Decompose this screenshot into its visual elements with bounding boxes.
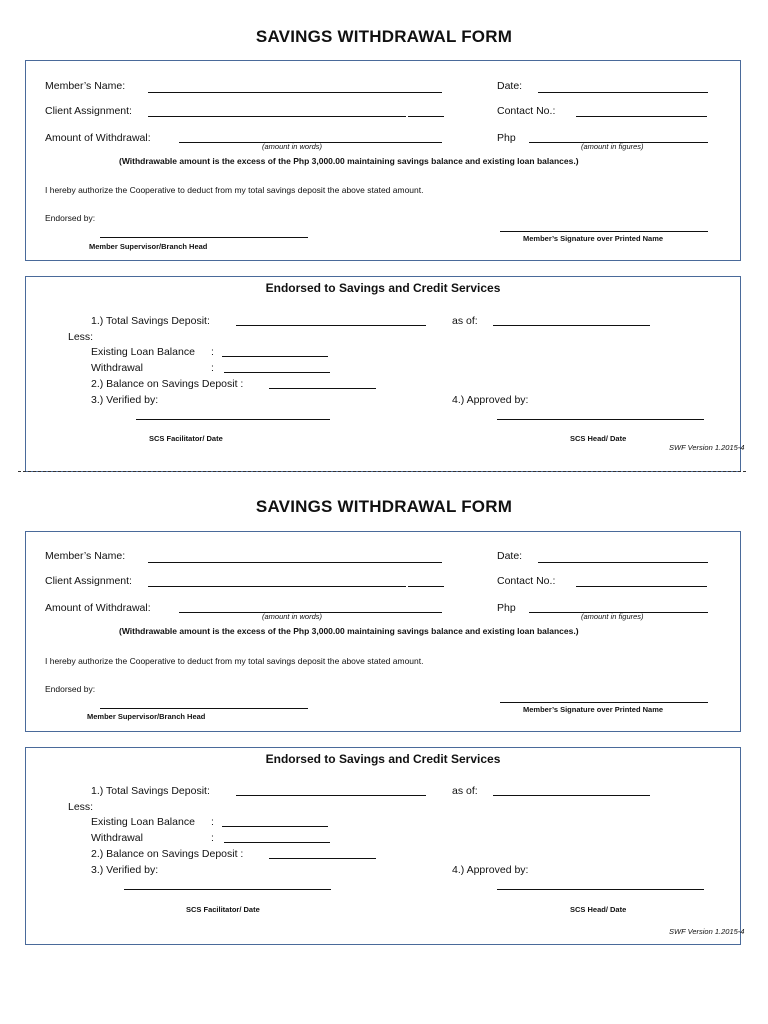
contact-label: Contact No.: — [497, 575, 556, 587]
client-assignment-label: Client Assignment: — [45, 575, 132, 587]
supervisor-caption: Member Supervisor/Branch Head — [87, 712, 206, 721]
amount-words-hint: (amount in words) — [262, 142, 323, 151]
amount-figures-hint: (amount in figures) — [581, 612, 644, 621]
facilitator-signature-line[interactable] — [136, 419, 330, 420]
member-name-field[interactable] — [148, 92, 442, 93]
php-label: Php — [497, 602, 516, 614]
member-name-label: Member’s Name: — [45, 80, 126, 92]
verified-by-label: 3.) Verified by: — [91, 864, 159, 876]
member-signature-caption: Member’s Signature over Printed Name — [523, 705, 664, 714]
scs-title: Endorsed to Savings and Credit Services — [265, 752, 501, 766]
withdrawal-field[interactable] — [224, 372, 330, 373]
existing-loan-label: Existing Loan Balance — [91, 346, 195, 358]
member-name-label: Member’s Name: — [45, 550, 126, 562]
member-signature-line[interactable] — [500, 702, 708, 703]
total-savings-field[interactable] — [236, 795, 426, 796]
approved-by-label: 4.) Approved by: — [452, 864, 529, 876]
form-title: SAVINGS WITHDRAWAL FORM — [255, 27, 513, 46]
date-label: Date: — [497, 550, 523, 562]
supervisor-caption: Member Supervisor/Branch Head — [89, 242, 208, 251]
contact-field[interactable] — [576, 586, 707, 587]
cut-line — [18, 471, 746, 472]
withdrawal-colon: : — [211, 362, 214, 374]
contact-label: Contact No.: — [497, 105, 556, 117]
scs-section — [25, 747, 741, 945]
endorsed-by-label: Endorsed by: — [45, 213, 96, 223]
date-label: Date: — [497, 80, 523, 92]
date-field[interactable] — [538, 562, 708, 563]
form-title: SAVINGS WITHDRAWAL FORM — [255, 497, 513, 516]
head-caption: SCS Head/ Date — [570, 905, 627, 914]
withdrawal-colon: : — [211, 832, 214, 844]
contact-field[interactable] — [576, 116, 707, 117]
php-label: Php — [497, 132, 516, 144]
withdrawal-label: Withdrawal — [91, 362, 143, 374]
total-savings-label: 1.) Total Savings Deposit: — [91, 785, 210, 797]
balance-field[interactable] — [269, 388, 376, 389]
existing-loan-colon: : — [211, 816, 214, 828]
balance-field[interactable] — [269, 858, 376, 859]
facilitator-caption: SCS Facilitator/ Date — [149, 434, 223, 443]
client-assignment-field-extra[interactable] — [408, 586, 444, 587]
endorsed-by-label: Endorsed by: — [45, 684, 96, 694]
withdrawal-label: Withdrawal — [91, 832, 143, 844]
authorization-text: I hereby authorize the Cooperative to deduct from my total savings deposit the above stated amount. — [45, 656, 424, 666]
existing-loan-field[interactable] — [222, 826, 328, 827]
total-savings-label: 1.) Total Savings Deposit: — [91, 315, 210, 327]
head-signature-line[interactable] — [497, 889, 704, 890]
member-signature-caption: Member’s Signature over Printed Name — [523, 234, 664, 243]
existing-loan-field[interactable] — [222, 356, 328, 357]
scs-section — [25, 276, 741, 472]
existing-loan-label: Existing Loan Balance — [91, 816, 195, 828]
head-signature-line[interactable] — [497, 419, 704, 420]
facilitator-signature-line[interactable] — [124, 889, 331, 890]
balance-label: 2.) Balance on Savings Deposit : — [91, 848, 244, 860]
existing-loan-colon: : — [211, 346, 214, 358]
member-signature-line[interactable] — [500, 231, 708, 232]
as-of-field[interactable] — [493, 795, 650, 796]
as-of-label: as of: — [452, 785, 478, 797]
facilitator-caption: SCS Facilitator/ Date — [186, 905, 260, 914]
client-assignment-field[interactable] — [148, 116, 406, 117]
amount-words-hint: (amount in words) — [262, 612, 323, 621]
client-assignment-field-extra[interactable] — [408, 116, 444, 117]
supervisor-signature-line[interactable] — [100, 708, 308, 709]
total-savings-field[interactable] — [236, 325, 426, 326]
member-name-field[interactable] — [148, 562, 442, 563]
version-label: SWF Version 1.2015-4 — [669, 927, 745, 936]
withdrawal-field[interactable] — [224, 842, 330, 843]
authorization-text: I hereby authorize the Cooperative to deduct from my total savings deposit the above stated amount. — [45, 185, 424, 195]
withdrawable-note: (Withdrawable amount is the excess of the Php 3,000.00 maintaining savings balance and existing loan balances.) — [119, 626, 579, 636]
balance-label: 2.) Balance on Savings Deposit : — [91, 378, 244, 390]
amount-figures-hint: (amount in figures) — [581, 142, 644, 151]
withdrawable-note: (Withdrawable amount is the excess of the Php 3,000.00 maintaining savings balance and existing loan balances.) — [119, 156, 579, 166]
client-assignment-label: Client Assignment: — [45, 105, 132, 117]
scs-title: Endorsed to Savings and Credit Services — [265, 281, 501, 295]
as-of-label: as of: — [452, 315, 478, 327]
less-label: Less: — [68, 331, 94, 343]
client-assignment-field[interactable] — [148, 586, 406, 587]
as-of-field[interactable] — [493, 325, 650, 326]
amount-label: Amount of Withdrawal: — [45, 602, 151, 614]
date-field[interactable] — [538, 92, 708, 93]
supervisor-signature-line[interactable] — [100, 237, 308, 238]
amount-label: Amount of Withdrawal: — [45, 132, 151, 144]
version-label: SWF Version 1.2015-4 — [669, 443, 745, 452]
less-label: Less: — [68, 801, 94, 813]
approved-by-label: 4.) Approved by: — [452, 394, 529, 406]
head-caption: SCS Head/ Date — [570, 434, 627, 443]
verified-by-label: 3.) Verified by: — [91, 394, 159, 406]
